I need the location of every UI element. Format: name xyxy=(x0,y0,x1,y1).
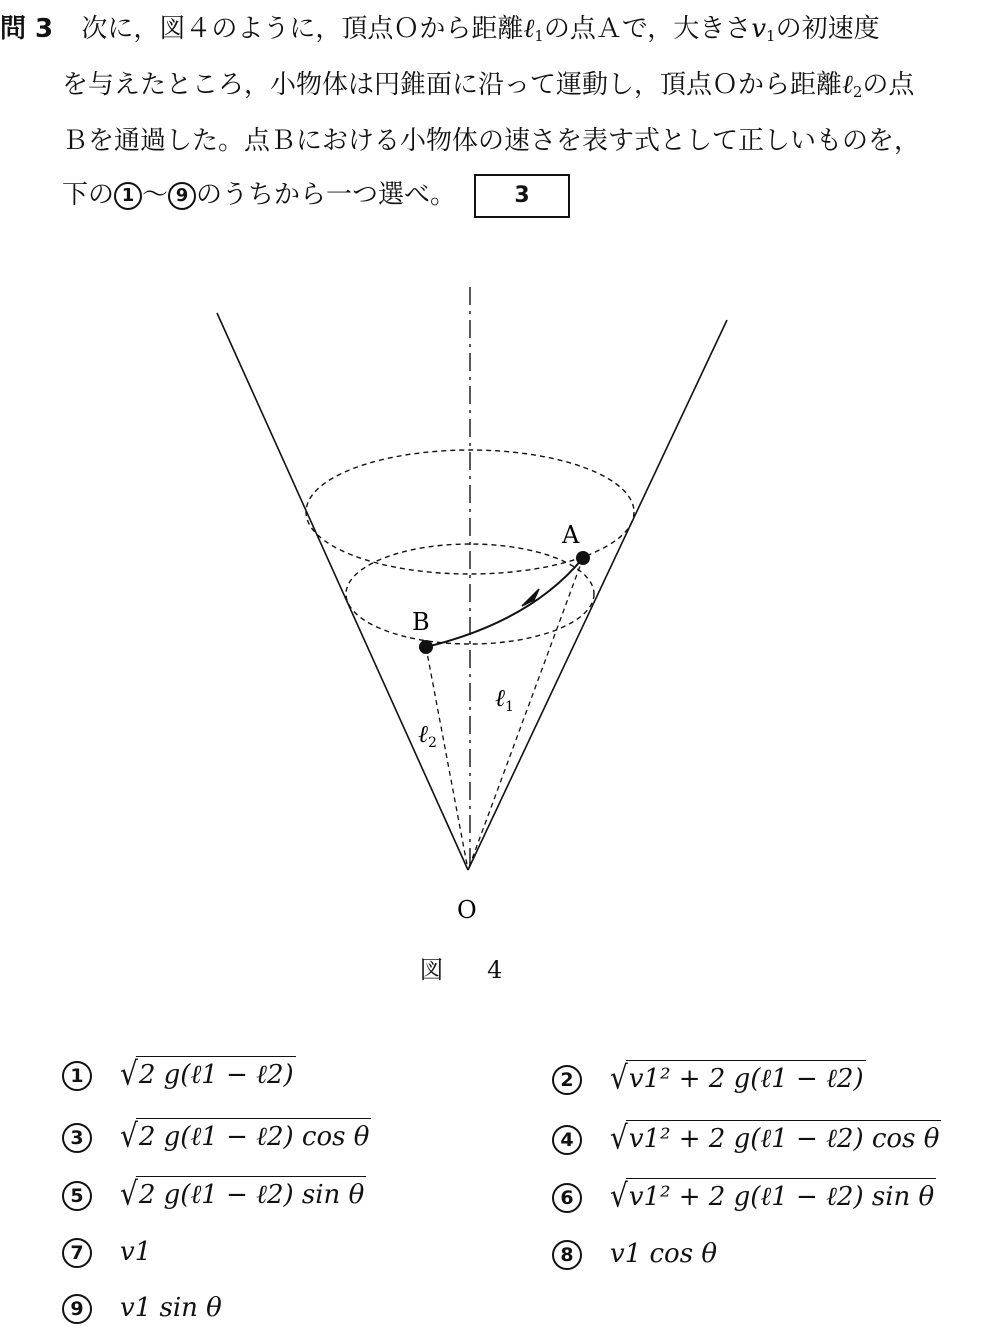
cone-side-right xyxy=(468,320,727,870)
answer-box[interactable]: 3 xyxy=(474,174,570,218)
choice-4[interactable] xyxy=(552,1120,941,1157)
sqrt-icon: √ xyxy=(120,1116,138,1155)
sqrt-icon: √ xyxy=(610,1058,628,1097)
question-text: のうちから一つ選べ。 xyxy=(196,180,457,210)
choice-expression: 2 g(ℓ1 − ℓ2) cos θ xyxy=(136,1118,372,1155)
question-line-2 xyxy=(62,68,914,109)
circled-number: 1 xyxy=(114,182,142,210)
label-l1: ℓ$_1$ xyxy=(495,684,514,715)
symbol-l1: ℓ xyxy=(523,14,535,44)
choice-6[interactable] xyxy=(552,1178,936,1215)
sqrt-icon: √ xyxy=(120,1174,138,1213)
choice-number: 4 xyxy=(552,1125,582,1155)
question-line-3: Ｂを通過した。点Ｂにおける小物体の速さを表す式として正しいものを， xyxy=(62,126,921,156)
choice-7[interactable] xyxy=(62,1234,151,1270)
choice-9[interactable] xyxy=(62,1290,222,1326)
choice-number: 5 xyxy=(62,1181,92,1211)
choice-expression: v1² + 2 g(ℓ1 − ℓ2) sin θ xyxy=(626,1178,936,1215)
label-o: O xyxy=(457,896,477,924)
choice-expression: v1² + 2 g(ℓ1 − ℓ2) cos θ xyxy=(626,1120,942,1157)
point-a xyxy=(576,551,590,565)
line-l2 xyxy=(426,647,468,870)
sqrt-icon: √ xyxy=(610,1118,628,1157)
question-number: 問 3 xyxy=(0,14,54,44)
choice-number: 9 xyxy=(62,1294,92,1324)
question-text: 下の xyxy=(62,180,115,210)
trajectory-curve xyxy=(426,558,583,647)
circled-number: 9 xyxy=(168,182,196,210)
choice-expression: v1² + 2 g(ℓ1 − ℓ2) xyxy=(626,1060,866,1097)
sqrt-icon: √ xyxy=(120,1054,138,1093)
choice-expression: 2 g(ℓ1 − ℓ2) xyxy=(136,1056,296,1093)
question-text: 次に，図４のように，頂点Ｏから距離 xyxy=(81,14,524,44)
sqrt-icon: √ xyxy=(610,1176,628,1215)
choice-number: 2 xyxy=(552,1065,582,1095)
label-b: B xyxy=(412,608,430,636)
question-text: の初速度 xyxy=(775,14,880,44)
subscript: 2 xyxy=(852,83,863,101)
choice-number: 1 xyxy=(62,1061,92,1091)
choice-expression: v1 cos θ xyxy=(610,1239,717,1269)
symbol-l2: ℓ xyxy=(842,70,853,100)
figure-caption: 図 4 xyxy=(419,956,521,984)
subscript: 1 xyxy=(766,27,776,45)
question-text: の点 xyxy=(862,70,915,100)
choice-3[interactable] xyxy=(62,1118,371,1155)
choice-number: 6 xyxy=(552,1183,582,1213)
cone-side-left xyxy=(217,313,468,870)
choice-expression: v1 xyxy=(120,1237,152,1267)
choice-expression: 2 g(ℓ1 − ℓ2) sin θ xyxy=(136,1176,366,1213)
subscript: 1 xyxy=(534,27,544,45)
label-l2: ℓ$_2$ xyxy=(418,720,437,751)
choice-1[interactable] xyxy=(62,1056,296,1093)
question-text: ～ xyxy=(142,180,169,210)
choice-8[interactable] xyxy=(552,1236,717,1272)
question-line-1 xyxy=(0,12,880,53)
question-text: の点Ａで，大きさ xyxy=(543,14,752,44)
choice-2[interactable] xyxy=(552,1060,866,1097)
cone-figure xyxy=(0,260,1006,940)
question-text: を与えたところ，小物体は円錐面に沿って運動し，頂点Ｏから距離 xyxy=(62,70,843,100)
question-line-4 xyxy=(62,174,570,218)
choice-5[interactable] xyxy=(62,1176,366,1213)
choice-expression: v1 sin θ xyxy=(120,1293,222,1323)
label-a: A xyxy=(562,521,580,549)
choice-number: 7 xyxy=(62,1238,92,1268)
choice-number: 8 xyxy=(552,1240,582,1270)
symbol-v1: v xyxy=(751,14,767,44)
point-b xyxy=(419,640,433,654)
choice-number: 3 xyxy=(62,1123,92,1153)
